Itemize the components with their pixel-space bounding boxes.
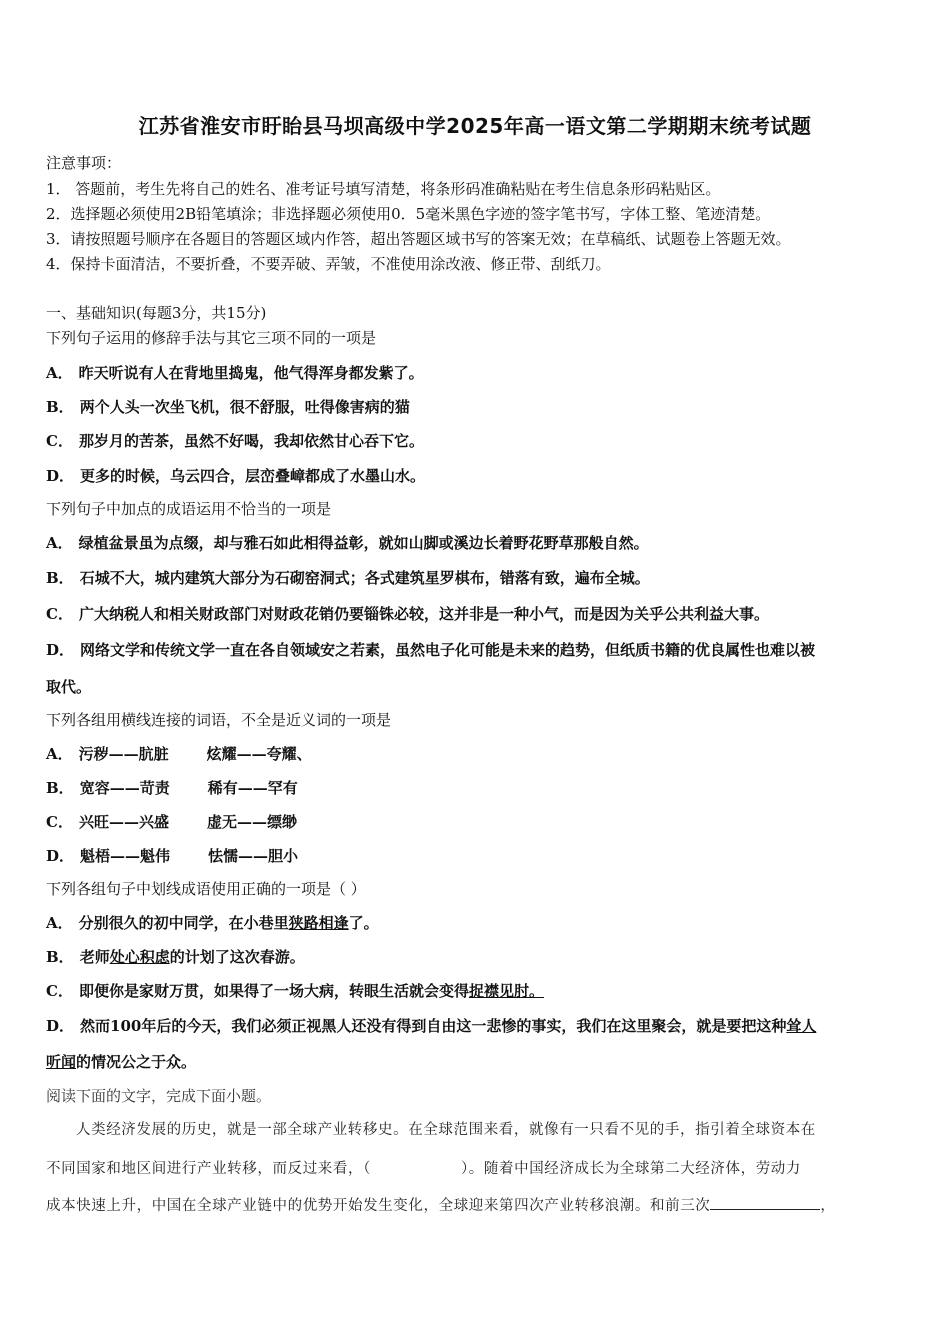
reading-passage-line-2 bbox=[46, 1157, 904, 1178]
word-pair-1: 魁梧——魁伟 bbox=[80, 847, 171, 865]
option-label: C． bbox=[46, 982, 73, 1000]
option-text: 网络文学和传统文学一直在各自领域安之若素，虽然电子化可能是未来的趋势，但纸质书籍的优良属性也难以被 bbox=[80, 641, 816, 659]
option-text: 两个人头一次坐飞机，很不舒服，吐得像害病的猫 bbox=[79, 398, 410, 416]
q1-option-d bbox=[46, 465, 425, 486]
notice-item-4: 4．保持卡面清洁，不要折叠，不要弄破、弄皱，不准使用涂改液、修正带、刮纸刀。 bbox=[46, 255, 611, 273]
q3-option-a bbox=[46, 743, 312, 764]
reading-intro: 阅读下面的文字，完成下面小题。 bbox=[46, 1087, 272, 1105]
word-pair-1: 兴旺——兴盛 bbox=[78, 813, 169, 831]
option-label: A． bbox=[46, 745, 73, 763]
option-text: 那岁月的苦茶，虽然不好喝，我却依然甘心吞下它。 bbox=[78, 432, 424, 450]
option-label: B． bbox=[46, 948, 74, 966]
option-text: 广大纳税人和相关财政部门对财政花销仍要锱铢必较，这并非是一种小气，而是因为关乎公共利益大事。 bbox=[78, 605, 769, 623]
q3-option-d bbox=[46, 845, 298, 866]
notice-item-1: 1． 答题前，考生先将自己的姓名、准考证号填写清楚，将条形码准确粘贴在考生信息条形码粘贴区。 bbox=[46, 180, 721, 198]
option-label: D． bbox=[46, 1017, 75, 1035]
notice-heading: 注意事项： bbox=[46, 154, 122, 172]
q2-option-d-continued: 取代。 bbox=[46, 678, 92, 696]
passage-text: 成本快速上升，中国在全球产业链中的优势开始发生变化，全球迎来第四次产业转移浪潮。和前三次 bbox=[46, 1198, 711, 1214]
q2-option-a bbox=[46, 532, 649, 553]
word-pair-2: 虚无——缥缈 bbox=[206, 813, 297, 831]
q1-option-c bbox=[46, 430, 424, 451]
option-text: 石城不大，城内建筑大部分为石砌窑洞式；各式建筑星罗棋布，错落有致，遍布全城。 bbox=[79, 569, 650, 587]
option-label: C． bbox=[46, 813, 73, 831]
option-label: A． bbox=[46, 534, 73, 552]
option-label: A． bbox=[46, 914, 73, 932]
notice-item-3: 3．请按照题号顺序在各题目的答题区域内作答，超出答题区域书写的答案无效；在草稿纸、试题卷上答题无效。 bbox=[46, 230, 791, 248]
option-label: C． bbox=[46, 432, 73, 450]
q4-option-c bbox=[46, 980, 544, 1001]
option-label: B． bbox=[46, 569, 74, 587]
q1-option-a bbox=[46, 362, 424, 383]
q2-option-c bbox=[46, 603, 769, 624]
q2-option-d bbox=[46, 639, 815, 660]
question-2-stem: 下列句子中加点的成语运用不恰当的一项是 bbox=[46, 500, 332, 518]
page-title: 江苏省淮安市盱眙县马坝高级中学2025年高一语文第二学期期末统考试题 bbox=[138, 114, 812, 138]
option-label: A． bbox=[46, 364, 73, 382]
option-text: 了。 bbox=[348, 914, 379, 932]
q4-option-b bbox=[46, 946, 305, 967]
answer-blank bbox=[710, 1195, 820, 1210]
q4-option-a bbox=[46, 912, 379, 933]
q2-option-b bbox=[46, 567, 650, 588]
question-1-stem: 下列句子运用的修辞手法与其它三项不同的一项是 bbox=[46, 329, 377, 347]
option-label: C． bbox=[46, 605, 73, 623]
option-label: D． bbox=[46, 467, 75, 485]
q4-option-d bbox=[46, 1015, 816, 1036]
option-text: 的情况公之于众。 bbox=[76, 1053, 197, 1071]
reading-passage-line-1: 人类经济发展的历史，就是一部全球产业转移史。在全球范围来看，就像有一只看不见的手，指引着全球资本在 bbox=[76, 1122, 816, 1138]
option-text: 昨天听说有人在背地里捣鬼，他气得浑身都发紫了。 bbox=[78, 364, 424, 382]
option-text: 的计划了这次春游。 bbox=[169, 948, 305, 966]
word-pair-1: 宽容——苛责 bbox=[79, 779, 170, 797]
option-text: 老师 bbox=[79, 948, 110, 966]
notice-item-2: 2．选择题必须使用2B铅笔填涂；非选择题必须使用0．5毫米黑色字迹的签字笔书写，字体工整、笔迹清楚。 bbox=[46, 205, 771, 223]
underlined-idiom: 听闻 bbox=[46, 1053, 77, 1071]
underlined-idiom: 耸人 bbox=[786, 1017, 817, 1035]
underlined-idiom: 狭路相逢 bbox=[288, 914, 349, 932]
option-label: D． bbox=[46, 641, 75, 659]
passage-text: ）。随着中国经济成长为全球第二大经济体，劳动力 bbox=[460, 1161, 802, 1177]
word-pair-2: 稀有——罕有 bbox=[207, 779, 298, 797]
section-heading: 一、基础知识(每题3分，共15分) bbox=[46, 304, 267, 322]
q3-option-b bbox=[46, 777, 298, 798]
option-text: 即便你是家财万贯，如果得了一场大病，转眼生活就会变得 bbox=[78, 982, 469, 1000]
option-text: 分别很久的初中同学，在小巷里 bbox=[78, 914, 289, 932]
question-3-stem: 下列各组用横线连接的词语，不全是近义词的一项是 bbox=[46, 711, 392, 729]
word-pair-1: 污秽——肮脏 bbox=[78, 745, 169, 763]
option-text: 更多的时候，乌云四合，层峦叠嶂都成了水墨山水。 bbox=[80, 467, 426, 485]
question-4-stem: 下列各组句子中划线成语使用正确的一项是（ ） bbox=[46, 880, 366, 898]
q1-option-b bbox=[46, 396, 410, 417]
underlined-idiom: 捉襟见肘。 bbox=[468, 982, 544, 1000]
option-label: D． bbox=[46, 847, 75, 865]
reading-passage-line-3 bbox=[46, 1194, 904, 1215]
passage-text: 不同国家和地区间进行产业转移，而反过来看，（ bbox=[46, 1161, 371, 1177]
word-pair-2: 怯懦——胆小 bbox=[208, 847, 299, 865]
option-label: B． bbox=[46, 398, 74, 416]
q4-option-d-continued bbox=[46, 1051, 196, 1072]
passage-text: ， bbox=[820, 1198, 836, 1214]
option-text: 绿植盆景虽为点缀，却与雅石如此相得益彰，就如山脚或溪边长着野花野草那般自然。 bbox=[78, 534, 649, 552]
option-text: 然而100年后的今天，我们必须正视黑人还没有得到自由这一悲惨的事实，我们在这里聚会，就是要把这种 bbox=[80, 1017, 787, 1035]
q3-option-c bbox=[46, 811, 297, 832]
option-label: B． bbox=[46, 779, 74, 797]
underlined-idiom: 处心积虑 bbox=[109, 948, 170, 966]
word-pair-2: 炫耀——夸耀、 bbox=[206, 745, 312, 763]
